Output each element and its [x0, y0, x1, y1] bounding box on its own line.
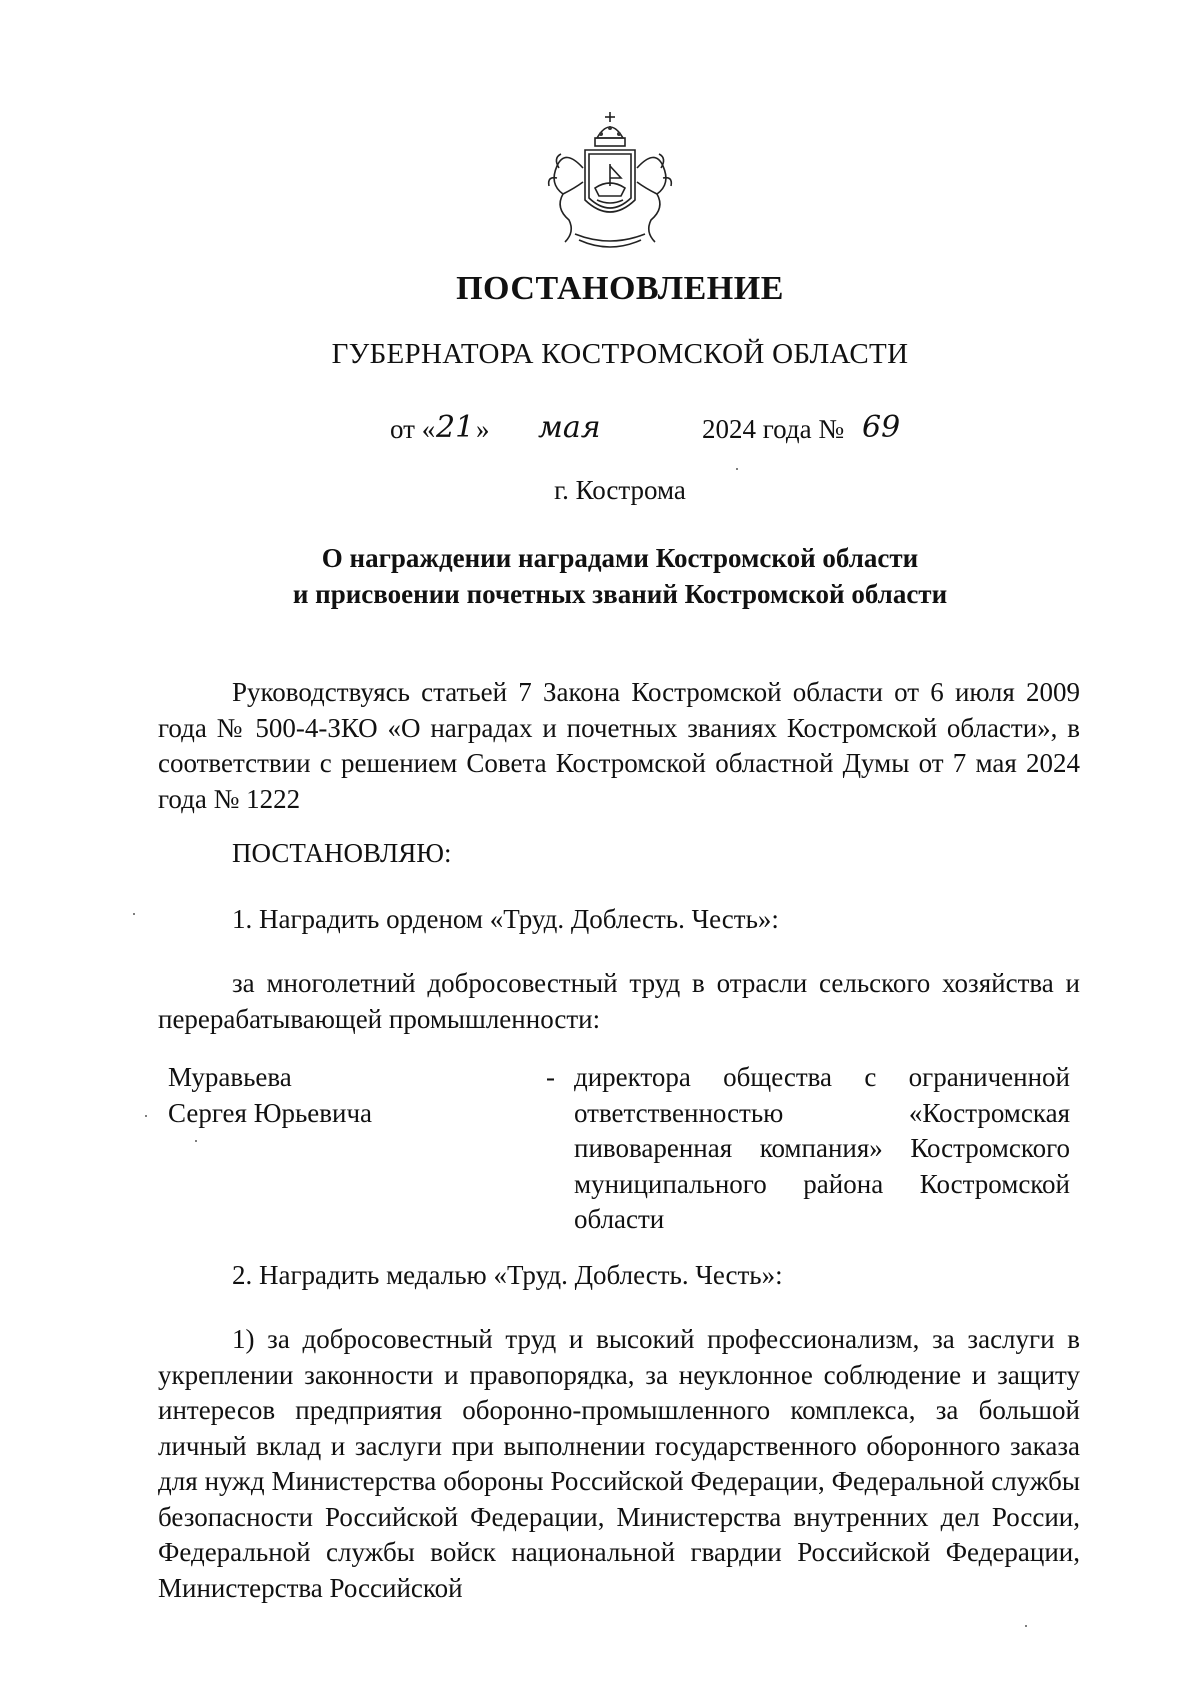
document-heading — [0, 540, 1200, 612]
scan-speck — [1025, 1625, 1027, 1627]
item-1-heading: 1. Наградить орденом «Труд. Доблесть. Честь»: — [232, 904, 779, 934]
date-suffix: » — [476, 414, 490, 444]
heading-line-2: и присвоении почетных званий Костромской области — [292, 579, 948, 609]
date-line — [390, 410, 950, 450]
awardee-name — [168, 1060, 528, 1131]
awardee-position: директора общества с ограниченной ответственностью «Костромская пивоваренная компания» Костромского муниципального района Костромской области — [574, 1062, 1070, 1234]
document-number: 69 — [862, 410, 901, 445]
heading-line-1: О награждении наградами Костромской области — [321, 543, 919, 573]
date-month: мая — [538, 410, 601, 445]
awardee-given-name: Сергея Юрьевича — [168, 1097, 373, 1128]
coat-of-arms-icon — [535, 108, 685, 258]
date-year: 2024 года № — [702, 414, 845, 444]
scan-speck — [145, 1115, 147, 1117]
document-title: ПОСТАНОВЛЕНИЕ — [456, 270, 784, 307]
awardee-surname: Муравьева — [168, 1062, 292, 1092]
item-2-heading: 2. Наградить медалью «Труд. Доблесть. Честь»: — [232, 1260, 783, 1290]
scan-speck — [133, 913, 135, 915]
item-1-reason: за многолетний добросовестный труд в отрасли сельского хозяйства и перерабатывающей промышленности: — [158, 968, 1080, 1034]
scan-speck — [195, 1140, 197, 1142]
date-day: 21 — [436, 410, 475, 445]
city: г. Кострома — [554, 475, 686, 505]
awardee-dash: - — [546, 1062, 555, 1092]
decree-word: ПОСТАНОВЛЯЮ: — [232, 838, 452, 868]
issuer-title: ГУБЕРНАТОРА КОСТРОМСКОЙ ОБЛАСТИ — [331, 338, 909, 370]
date-prefix: от « — [390, 414, 436, 444]
preamble-paragraph: Руководствуясь статьей 7 Закона Костромской области от 6 июля 2009 года № 500-4-ЗКО «О наградах и почетных званиях Костромской области», в соответствии с решением Совета Костромской областной Думы от 7 мая 2024 года № 1222 — [158, 677, 1080, 814]
item-2-subitem-1: 1) за добросовестный труд и высокий профессионализм, за заслуги в укреплении законности и правопорядка, за неуклонное соблюдение и защиту интересов предприятия оборонно-промышленного комплекса, за большой личный вклад и заслуги при выполнении государственного оборонного заказа для нужд Министерства обороны Российской Федерации, Федеральной службы безопасности Российской Федерации, Министерства внутренних дел России, Федеральной службы войск национальной гвардии Российской Федерации, Министерства Российской — [158, 1324, 1080, 1603]
scan-speck — [736, 468, 738, 470]
